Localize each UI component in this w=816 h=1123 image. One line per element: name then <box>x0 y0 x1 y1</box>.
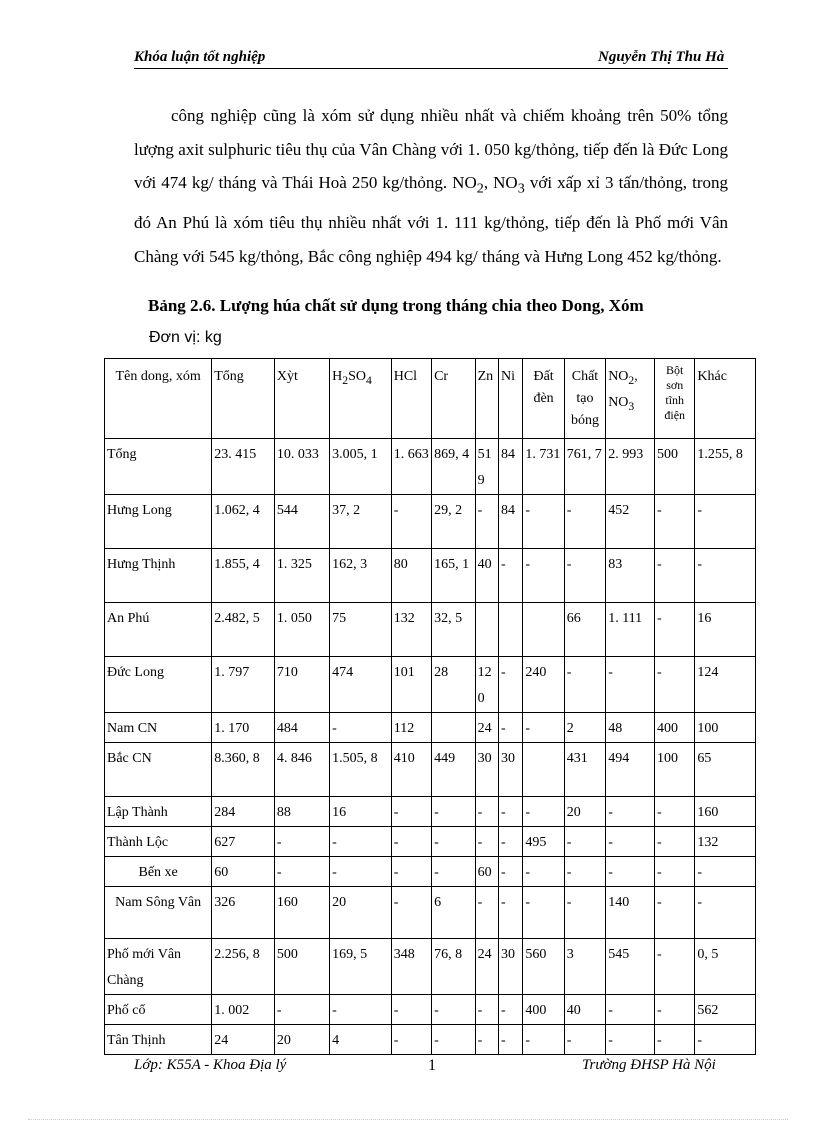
cell-no: 48 <box>606 713 655 743</box>
cell-h2so4: 3.005, 1 <box>330 439 392 495</box>
cell-chattao: - <box>564 1025 605 1055</box>
table-row <box>105 1025 756 1055</box>
cell-datden: 240 <box>523 657 564 713</box>
cell-no: - <box>606 857 655 887</box>
cell-cr: 6 <box>432 887 476 939</box>
cell-xyt: 4. 846 <box>274 743 329 797</box>
cell-botson: - <box>655 827 695 857</box>
cell-botson: - <box>655 939 695 995</box>
cell-zn: - <box>475 887 498 939</box>
col-header-zn: Zn <box>475 359 498 439</box>
col-header-botson: Bột sơn tĩnh điện <box>655 359 695 439</box>
cell-hcl: - <box>391 1025 431 1055</box>
cell-zn: - <box>475 1025 498 1055</box>
col-header-name: Tên dong, xóm <box>105 359 212 439</box>
table-row <box>105 495 756 549</box>
para-line-3: đến là Đức Long với 474 kg/ tháng và Thái Hoà 250 kg/thỏng. $NO_2$, $NO_3$ <box>134 139 729 197</box>
cell-hcl: 348 <box>391 939 431 995</box>
cell-botson: 500 <box>655 439 695 495</box>
cell-zn <box>475 603 498 657</box>
para-line-4: với xấp xỉ 3 tấn/thỏng, trong đó An Phú là xóm tiêu thụ nhiều nhất với 1. 111 <box>134 173 729 233</box>
cell-total: 24 <box>212 1025 275 1055</box>
cell-hcl: - <box>391 797 431 827</box>
cell-botson: - <box>655 995 695 1025</box>
cell-zn: - <box>475 827 498 857</box>
col-header-cr: Cr <box>432 359 476 439</box>
cell-no: 545 <box>606 939 655 995</box>
cell-datden: - <box>523 549 564 603</box>
cell-cr <box>432 713 476 743</box>
cell-no: 83 <box>606 549 655 603</box>
cell-h2so4: 162, 3 <box>330 549 392 603</box>
para-line-2: tổng lượng axit sulphuric tiêu thụ của Vân Chàng với 1. 050 kg/thỏng, tiếp <box>134 106 729 159</box>
cell-name: Nam Sông Vân <box>105 887 212 939</box>
cell-h2so4: - <box>330 713 392 743</box>
cell-botson: - <box>655 657 695 713</box>
cell-h2so4: 474 <box>330 657 392 713</box>
cell-h2so4: - <box>330 857 392 887</box>
cell-name: Thành Lộc <box>105 827 212 857</box>
cell-ni: - <box>498 713 522 743</box>
cell-xyt: 10. 033 <box>274 439 329 495</box>
cell-total: 1. 797 <box>212 657 275 713</box>
cell-total: 8.360, 8 <box>212 743 275 797</box>
cell-name: Lập Thành <box>105 797 212 827</box>
table-row <box>105 939 756 995</box>
cell-no: - <box>606 797 655 827</box>
cell-hcl: 1. 663 <box>391 439 431 495</box>
cell-khac: - <box>695 857 756 887</box>
cell-hcl: - <box>391 857 431 887</box>
cell-name: Bến xe <box>105 857 212 887</box>
footer-university: Trường ĐHSP Hà Nội <box>582 1057 716 1073</box>
cell-chattao: - <box>564 827 605 857</box>
cell-cr: 449 <box>432 743 476 797</box>
cell-h2so4: 4 <box>330 1025 392 1055</box>
cell-xyt: 88 <box>274 797 329 827</box>
cell-name: Bắc CN <box>105 743 212 797</box>
cell-chattao: 761, 7 <box>564 439 605 495</box>
cell-ni: - <box>498 797 522 827</box>
cell-ni: - <box>498 1025 522 1055</box>
cell-ni: 30 <box>498 939 522 995</box>
page-bottom-border <box>28 1119 788 1120</box>
table-unit: Đơn vị: kg <box>149 329 222 346</box>
cell-name: Phố cổ <box>105 995 212 1025</box>
cell-xyt: - <box>274 827 329 857</box>
cell-h2so4: - <box>330 827 392 857</box>
cell-h2so4: 75 <box>330 603 392 657</box>
cell-cr: 28 <box>432 657 476 713</box>
cell-ni: - <box>498 657 522 713</box>
cell-khac: 124 <box>695 657 756 713</box>
cell-hcl: 80 <box>391 549 431 603</box>
cell-cr: - <box>432 857 476 887</box>
table-row <box>105 797 756 827</box>
cell-cr: 29, 2 <box>432 495 476 549</box>
cell-hcl: - <box>391 495 431 549</box>
col-header-no: $NO_2$, $NO_3$ <box>606 359 655 439</box>
cell-xyt: 160 <box>274 887 329 939</box>
header-divider <box>134 68 728 69</box>
cell-total: 2.482, 5 <box>212 603 275 657</box>
cell-total: 326 <box>212 887 275 939</box>
cell-xyt: 710 <box>274 657 329 713</box>
table-row <box>105 713 756 743</box>
cell-datden: - <box>523 797 564 827</box>
cell-no: 494 <box>606 743 655 797</box>
cell-total: 284 <box>212 797 275 827</box>
cell-chattao: - <box>564 857 605 887</box>
cell-botson: - <box>655 495 695 549</box>
cell-zn: 120 <box>475 657 498 713</box>
cell-zn: 24 <box>475 939 498 995</box>
table-row <box>105 827 756 857</box>
cell-datden: 495 <box>523 827 564 857</box>
cell-xyt: 20 <box>274 1025 329 1055</box>
cell-hcl: 112 <box>391 713 431 743</box>
cell-total: 1. 002 <box>212 995 275 1025</box>
cell-total: 627 <box>212 827 275 857</box>
cell-chattao: 431 <box>564 743 605 797</box>
cell-datden <box>523 743 564 797</box>
cell-name: Tân Thịnh <box>105 1025 212 1055</box>
table-row <box>105 887 756 939</box>
cell-khac: 132 <box>695 827 756 857</box>
cell-khac: 160 <box>695 797 756 827</box>
cell-cr: - <box>432 1025 476 1055</box>
cell-khac: - <box>695 495 756 549</box>
cell-datden: - <box>523 713 564 743</box>
body-paragraph <box>134 99 728 273</box>
cell-hcl: 410 <box>391 743 431 797</box>
cell-no: - <box>606 827 655 857</box>
table-row <box>105 995 756 1025</box>
cell-hcl: - <box>391 995 431 1025</box>
cell-name: An Phú <box>105 603 212 657</box>
cell-khac: 100 <box>695 713 756 743</box>
cell-no: 140 <box>606 887 655 939</box>
cell-cr: 165, 1 <box>432 549 476 603</box>
cell-zn: 40 <box>475 549 498 603</box>
cell-name: Nam CN <box>105 713 212 743</box>
cell-ni: - <box>498 857 522 887</box>
cell-total: 1.855, 4 <box>212 549 275 603</box>
cell-cr: - <box>432 827 476 857</box>
cell-hcl: 101 <box>391 657 431 713</box>
cell-h2so4: 20 <box>330 887 392 939</box>
cell-name: Phố mới Vân Chàng <box>105 939 212 995</box>
col-header-khac: Khác <box>695 359 756 439</box>
cell-total: 1.062, 4 <box>212 495 275 549</box>
cell-chattao: - <box>564 657 605 713</box>
cell-chattao: - <box>564 495 605 549</box>
cell-zn: - <box>475 995 498 1025</box>
table-row <box>105 657 756 713</box>
cell-khac: 1.255, 8 <box>695 439 756 495</box>
cell-total: 23. 415 <box>212 439 275 495</box>
cell-datden: 560 <box>523 939 564 995</box>
cell-ni: - <box>498 549 522 603</box>
cell-ni: 30 <box>498 743 522 797</box>
cell-xyt: 544 <box>274 495 329 549</box>
cell-botson: - <box>655 1025 695 1055</box>
table-row <box>105 549 756 603</box>
cell-hcl: - <box>391 827 431 857</box>
cell-chattao: 40 <box>564 995 605 1025</box>
cell-chattao: 3 <box>564 939 605 995</box>
col-header-h2so4: $H_2SO_4$ <box>330 359 392 439</box>
table-row <box>105 439 756 495</box>
cell-name: Đức Long <box>105 657 212 713</box>
cell-hcl: 132 <box>391 603 431 657</box>
cell-xyt: 500 <box>274 939 329 995</box>
cell-botson: - <box>655 549 695 603</box>
table-row <box>105 603 756 657</box>
cell-chattao: 2 <box>564 713 605 743</box>
cell-khac: 65 <box>695 743 756 797</box>
cell-no: 1. 111 <box>606 603 655 657</box>
cell-cr: 76, 8 <box>432 939 476 995</box>
cell-xyt: 484 <box>274 713 329 743</box>
cell-cr: 869, 4 <box>432 439 476 495</box>
col-header-ni: Ni <box>498 359 522 439</box>
cell-zn: - <box>475 495 498 549</box>
cell-chattao: 20 <box>564 797 605 827</box>
cell-h2so4: 37, 2 <box>330 495 392 549</box>
cell-botson: - <box>655 603 695 657</box>
cell-no: - <box>606 1025 655 1055</box>
cell-khac: 0, 5 <box>695 939 756 995</box>
cell-ni: - <box>498 827 522 857</box>
cell-no: - <box>606 995 655 1025</box>
header-author: Nguyễn Thị Thu Hà <box>598 49 725 65</box>
cell-khac: - <box>695 887 756 939</box>
cell-datden: 400 <box>523 995 564 1025</box>
cell-datden: - <box>523 495 564 549</box>
cell-botson: - <box>655 887 695 939</box>
cell-datden <box>523 603 564 657</box>
cell-cr: - <box>432 995 476 1025</box>
cell-name: Hưng Long <box>105 495 212 549</box>
cell-botson: 400 <box>655 713 695 743</box>
cell-ni <box>498 603 522 657</box>
cell-total: 2.256, 8 <box>212 939 275 995</box>
footer-class: Lớp: K55A - Khoa Địa lý <box>134 1057 287 1073</box>
header-thesis-title: Khóa luận tốt nghiệp <box>134 49 266 65</box>
cell-zn: - <box>475 797 498 827</box>
cell-no: 452 <box>606 495 655 549</box>
cell-name: Tổng <box>105 439 212 495</box>
cell-datden: - <box>523 857 564 887</box>
cell-h2so4: 169, 5 <box>330 939 392 995</box>
cell-chattao: 66 <box>564 603 605 657</box>
cell-total: 60 <box>212 857 275 887</box>
cell-chattao: - <box>564 887 605 939</box>
cell-h2so4: 1.505, 8 <box>330 743 392 797</box>
col-header-hcl: HCl <box>391 359 431 439</box>
cell-datden: - <box>523 1025 564 1055</box>
page-number: 1 <box>428 1057 436 1074</box>
cell-no: - <box>606 657 655 713</box>
col-header-total: Tổng <box>212 359 275 439</box>
cell-h2so4: 16 <box>330 797 392 827</box>
cell-khac: 562 <box>695 995 756 1025</box>
cell-xyt: 1. 050 <box>274 603 329 657</box>
col-header-datden: Đất đèn <box>523 359 564 439</box>
para-line-6: 494 kg/ tháng và Hưng Long 452 kg/thỏng. <box>426 246 722 266</box>
cell-zn: 519 <box>475 439 498 495</box>
chemical-usage-table <box>104 358 756 1055</box>
cell-zn: 60 <box>475 857 498 887</box>
table-row <box>105 743 756 797</box>
cell-cr: - <box>432 797 476 827</box>
cell-botson: 100 <box>655 743 695 797</box>
cell-khac: - <box>695 1025 756 1055</box>
cell-botson: - <box>655 857 695 887</box>
cell-ni: 84 <box>498 495 522 549</box>
cell-datden: - <box>523 887 564 939</box>
cell-cr: 32, 5 <box>432 603 476 657</box>
cell-ni: - <box>498 995 522 1025</box>
table-row <box>105 857 756 887</box>
cell-botson: - <box>655 797 695 827</box>
cell-khac: 16 <box>695 603 756 657</box>
cell-zn: 24 <box>475 713 498 743</box>
para-line-5: kg/thỏng, tiếp đến là Phố mới Vân Chàng với 545 kg/thỏng, Bắc công nghiệp <box>134 213 728 266</box>
cell-zn: 30 <box>475 743 498 797</box>
cell-name: Hưng Thịnh <box>105 549 212 603</box>
cell-no: 2. 993 <box>606 439 655 495</box>
para-line-1: công nghiệp cũng là xóm sử dụng nhiều nhất và chiếm khoảng trên 50% <box>171 106 692 125</box>
cell-ni: 84 <box>498 439 522 495</box>
cell-khac: - <box>695 549 756 603</box>
cell-ni: - <box>498 887 522 939</box>
col-header-xyt: Xỳt <box>274 359 329 439</box>
cell-total: 1. 170 <box>212 713 275 743</box>
cell-xyt: 1. 325 <box>274 549 329 603</box>
cell-datden: 1. 731 <box>523 439 564 495</box>
table-header-row <box>105 359 756 439</box>
cell-xyt: - <box>274 857 329 887</box>
col-header-chattao: Chất tạo bóng <box>564 359 605 439</box>
cell-xyt: - <box>274 995 329 1025</box>
cell-hcl: - <box>391 887 431 939</box>
table-caption: Bảng 2.6. Lượng húa chất sử dụng trong tháng chia theo Dong, Xóm <box>148 296 644 315</box>
cell-h2so4: - <box>330 995 392 1025</box>
cell-chattao: - <box>564 549 605 603</box>
